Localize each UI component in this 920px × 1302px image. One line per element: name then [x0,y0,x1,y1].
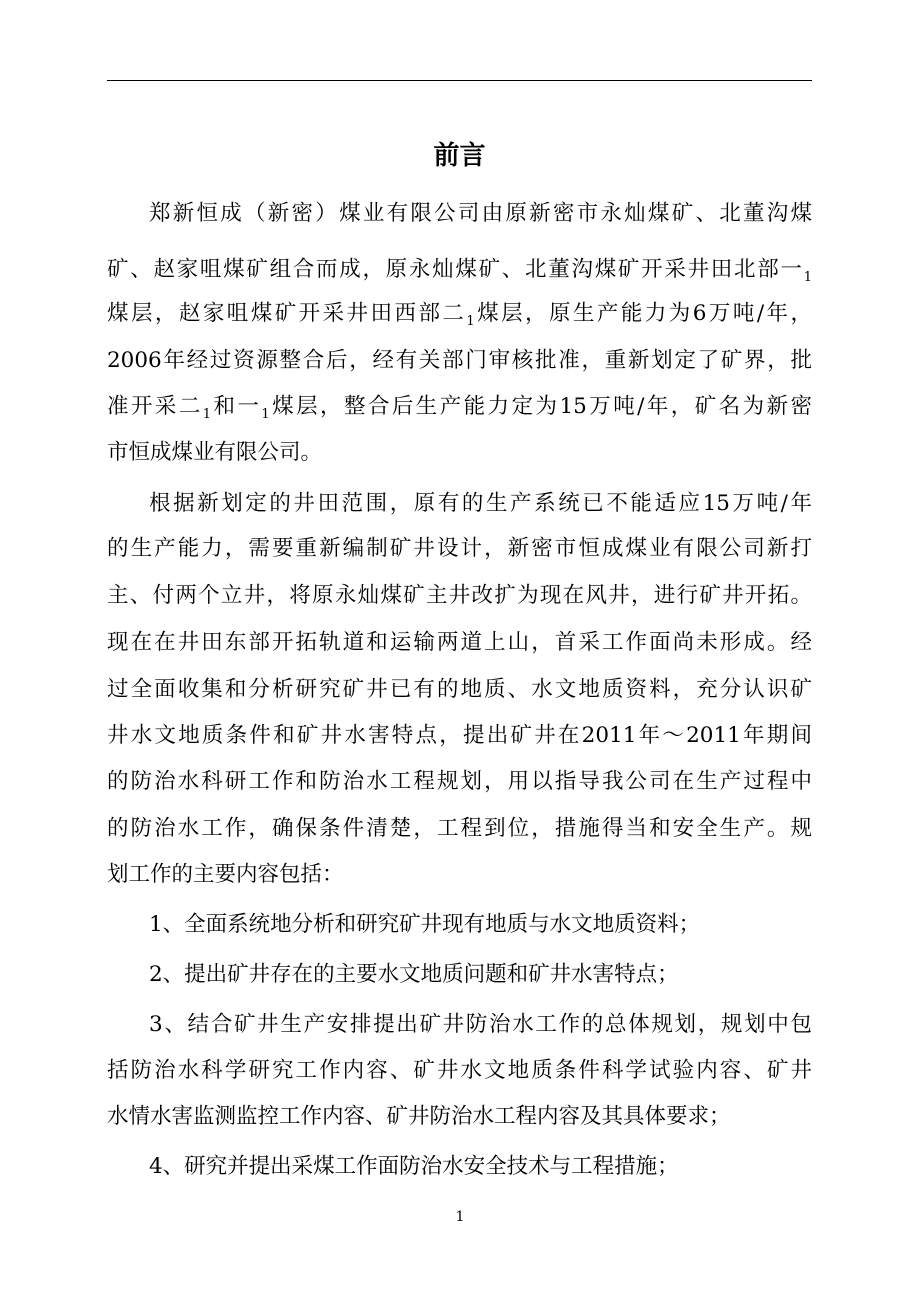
list-item-4: 4、研究并提出采煤工作面防治水安全技术与工程措施； [149,1154,679,1179]
paragraph-2-line-8: 的防治水工作，确保条件清楚，工程到位，措施得当和安全生产。规 [107,816,812,841]
paragraph-1-line-5: 准开采二$_1$和一$_1$煤层，整合后生产能力定为15万吨/年，矿名为新密 [107,394,812,422]
page-number: 1 [455,1209,465,1225]
paragraph-1-line-4: 2006年经过资源整合后，经有关部门审核批准，重新划定了矿界，批 [107,348,812,373]
paragraph-2-line-1: 根据新划定的井田范围，原有的生产系统已不能适应15万吨/年 [149,491,812,516]
paragraph-2-line-7: 的防治水科研工作和防治水工程规划，用以指导我公司在生产过程中 [107,769,812,794]
subscript: 1 [466,314,475,329]
paragraph-2-line-5: 过全面收集和分析研究矿井已有的地质、水文地质资料，充分认识矿 [107,677,812,702]
subscript: 1 [261,407,270,422]
paragraph-2-line-6: 井水文地质条件和矿井水害特点，提出矿井在2011年～2011年期间 [107,723,812,748]
paragraph-2-line-2: 的生产能力，需要重新编制矿井设计，新密市恒成煤业有限公司新打 [107,536,812,561]
list-item-3-line-1: 3、结合矿井生产安排提出矿井防治水工作的总体规划，规划中包 [149,1012,812,1037]
paragraph-1-line-2: 矿、赵家咀煤矿组合而成，原永灿煤矿、北董沟煤矿开采井田北部一$_1$ [107,257,812,285]
paragraph-1-line-3: 煤层，赵家咀煤矿开采井田西部二$_1$煤层，原生产能力为6万吨/年， [107,301,812,329]
paragraph-1-line-1: 郑新恒成（新密）煤业有限公司由原新密市永灿煤矿、北董沟煤 [149,201,812,226]
paragraph-1-line-6: 市恒成煤业有限公司。 [107,440,323,465]
header-rule [107,80,812,81]
page-title: 前言 [433,141,486,171]
paragraph-2-line-9: 划工作的主要内容包括： [107,862,344,887]
subscript: 1 [202,407,212,422]
list-item-3-line-3: 水情水害监测监控工作内容、矿井防治水工程内容及其具体要求； [107,1104,731,1129]
list-item-1: 1、全面系统地分析和研究矿井现有地质与水文地质资料； [149,912,701,937]
paragraph-2-line-4: 现在在井田东部开拓轨道和运输两道上山，首采工作面尚未形成。经 [107,630,812,655]
list-item-2: 2、提出矿井存在的主要水文地质问题和矿井水害特点； [149,962,679,987]
list-item-3-line-2: 括防治水科学研究工作内容、矿井水文地质条件科学试验内容、矿井 [107,1058,812,1083]
subscript: 1 [803,270,812,285]
paragraph-2-line-3: 主、付两个立井，将原永灿煤矿主井改扩为现在风井，进行矿井开拓。 [107,583,812,608]
